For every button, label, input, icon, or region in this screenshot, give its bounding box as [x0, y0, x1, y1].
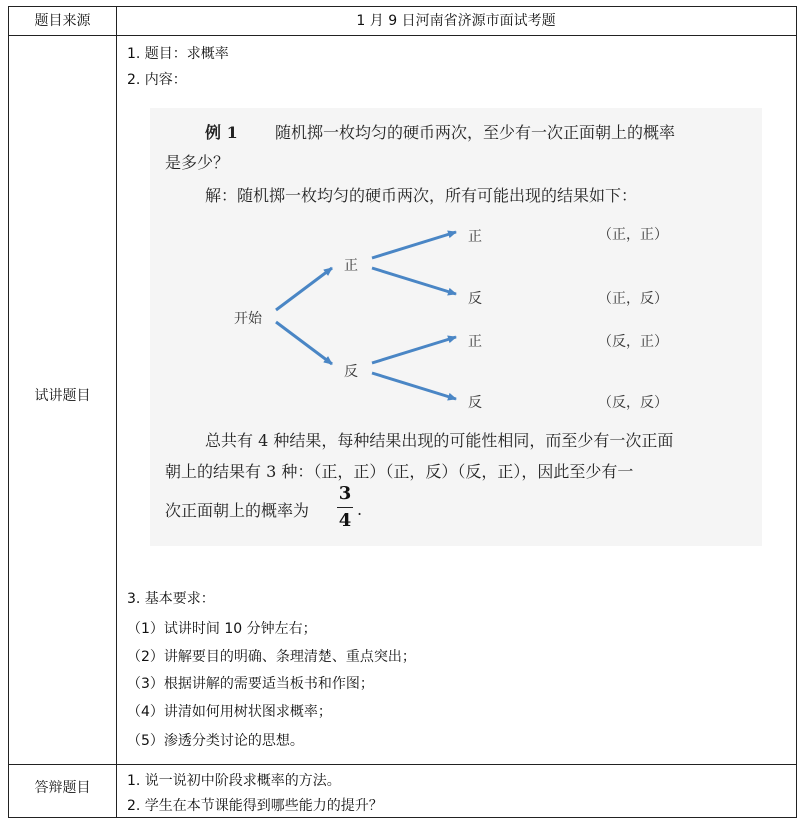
item-requirements: 3. 基本要求： [127, 591, 215, 607]
fraction-denominator: 4 [338, 510, 352, 531]
tree-start: 开始 [234, 311, 262, 327]
source-title: 1 月 9 日河南省济源市面试考题 [356, 13, 556, 29]
result-4: （反，反） [598, 395, 668, 411]
requirement-1: （1）试讲时间 10 分钟左右； [127, 621, 317, 637]
lecture-label: 试讲题目 [34, 388, 91, 404]
conclusion-line-2: 朝上的结果有 3 种：（正，正）（正，反）（反，正），因此至少有一 [165, 462, 634, 481]
column-divider [116, 7, 117, 817]
row-divider [9, 764, 796, 765]
conclusion-period: . [357, 500, 363, 519]
tree-second-2: 反 [468, 291, 482, 307]
branch-arrow [372, 337, 456, 363]
defense-label: 答辩题目 [34, 780, 91, 796]
solution-line: 解：随机掷一枚均匀的硬币两次，所有可能出现的结果如下： [205, 186, 638, 205]
question-line-1: 随机掷一枚均匀的硬币两次，至少有一次正面朝上的概率 [275, 123, 676, 142]
question-line-2: 是多少？ [165, 153, 230, 172]
tree-second-1: 正 [468, 229, 482, 245]
conclusion-line-3: 次正面朝上的概率为 [165, 501, 310, 520]
example-panel [150, 108, 762, 546]
defense-question-1: 1. 说一说初中阶段求概率的方法。 [127, 773, 341, 789]
result-1: （正，正） [598, 227, 668, 243]
fraction-bar [337, 507, 353, 508]
exam-table [8, 6, 797, 818]
conclusion-line-1: 总共有 4 种结果，每种结果出现的可能性相同，而至少有一次正面 [205, 431, 674, 450]
tree-second-3: 正 [468, 334, 482, 350]
branch-arrow [372, 232, 456, 258]
item-content: 2. 内容： [127, 72, 187, 88]
result-2: （正，反） [598, 291, 668, 307]
fraction-numerator: 3 [338, 483, 352, 504]
tree-first-tails: 反 [344, 364, 358, 380]
branch-arrow [276, 268, 332, 310]
branch-arrow [372, 268, 456, 294]
result-3: （反，正） [598, 334, 668, 350]
item-topic: 1. 题目：求概率 [127, 46, 229, 62]
branch-arrow [372, 373, 456, 399]
tree-first-heads: 正 [344, 258, 358, 274]
requirement-4: （4）讲清如何用树状图求概率； [127, 704, 332, 720]
branch-arrow [276, 322, 332, 364]
requirement-3: （3）根据讲解的需要适当板书和作图； [127, 676, 374, 692]
requirement-2: （2）讲解要目的明确、条理清楚、重点突出； [127, 649, 416, 665]
row-divider [9, 35, 796, 36]
requirement-5: （5）渗透分类讨论的思想。 [127, 733, 304, 749]
source-label: 题目来源 [34, 13, 91, 29]
tree-second-4: 反 [468, 395, 482, 411]
defense-question-2: 2. 学生在本节课能得到哪些能力的提升？ [127, 798, 383, 814]
example-title: 例 1 [205, 123, 238, 142]
